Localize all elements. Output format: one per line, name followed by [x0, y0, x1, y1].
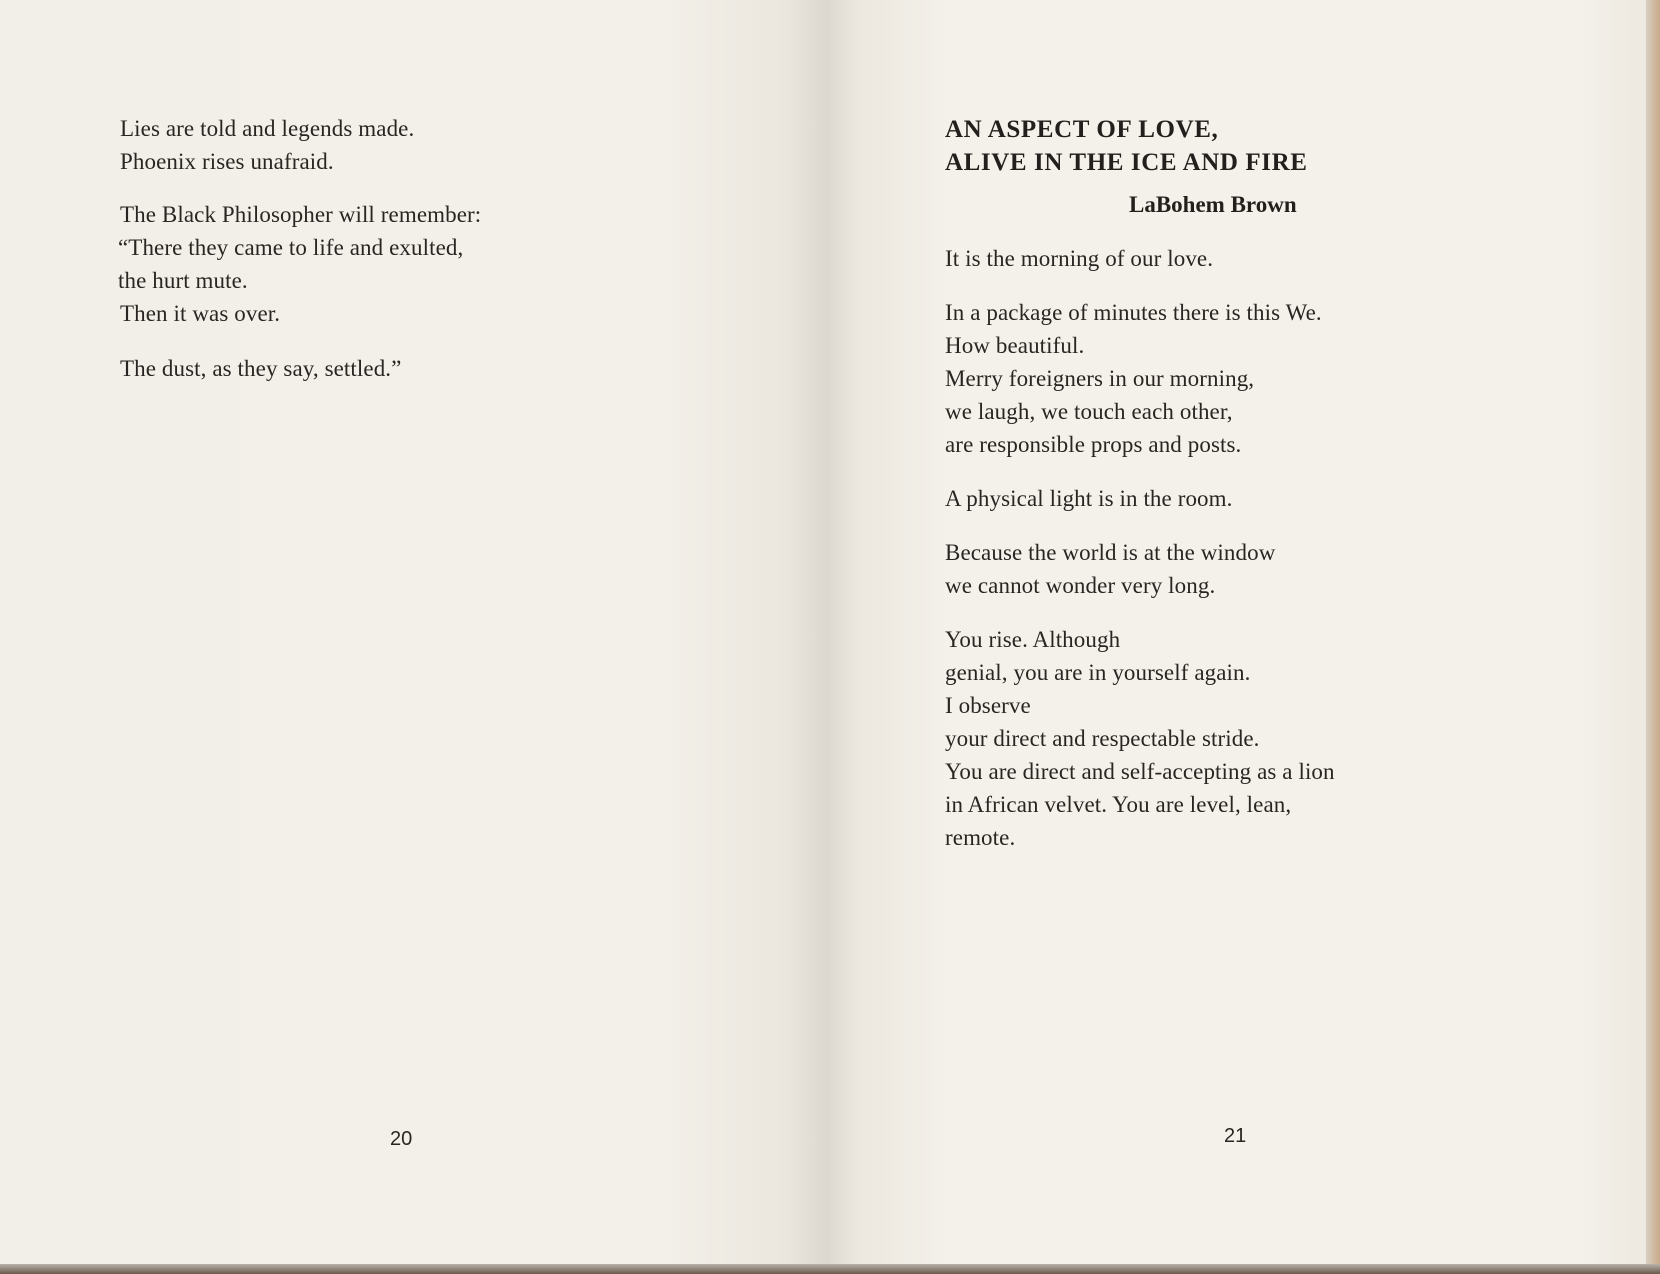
- poem-line: I observe: [945, 693, 1031, 718]
- poem-line: we laugh, we touch each other,: [945, 399, 1233, 424]
- poem-line: You rise. Although: [945, 627, 1121, 652]
- poem-line: the hurt mute.: [118, 268, 248, 293]
- poem-line: are responsible props and posts.: [945, 432, 1242, 457]
- page-number-right: 21: [1224, 1125, 1247, 1147]
- poem-line: A physical light is in the room.: [945, 486, 1233, 511]
- right-page: [826, 0, 1646, 1268]
- poem-line: Lies are told and legends made.: [120, 116, 415, 141]
- poem-line: How beautiful.: [945, 333, 1085, 358]
- poem-line: Phoenix rises unafraid.: [120, 149, 334, 174]
- poem-line: You are direct and self-accepting as a lion: [945, 759, 1335, 784]
- poem-line: Then it was over.: [120, 301, 281, 326]
- left-page: [0, 0, 826, 1268]
- poem-title-line-2: ALIVE IN THE ICE AND FIRE: [945, 149, 1308, 176]
- poem-line: in African velvet. You are level, lean,: [945, 792, 1292, 817]
- poem-line: remote.: [945, 825, 1016, 850]
- poem-line: It is the morning of our love.: [945, 246, 1214, 271]
- poem-line: The dust, as they say, settled.”: [120, 356, 402, 381]
- poem-line: “There they came to life and exulted,: [118, 235, 464, 260]
- poem-line: we cannot wonder very long.: [945, 573, 1216, 598]
- poem-line: your direct and respectable stride.: [945, 726, 1260, 751]
- poem-line: Because the world is at the window: [945, 540, 1276, 565]
- book-edge-right: [1646, 0, 1660, 1274]
- poem-line: genial, you are in yourself again.: [945, 660, 1251, 685]
- poem-title-line-1: AN ASPECT OF LOVE,: [945, 116, 1219, 143]
- book-edge-bottom: [0, 1264, 1660, 1274]
- page-number-left: 20: [390, 1128, 413, 1150]
- poem-line: In a package of minutes there is this We.: [945, 300, 1322, 325]
- poem-line: Merry foreigners in our morning,: [945, 366, 1255, 391]
- poem-line: The Black Philosopher will remember:: [120, 202, 482, 227]
- poem-author: LaBohem Brown: [1129, 192, 1297, 217]
